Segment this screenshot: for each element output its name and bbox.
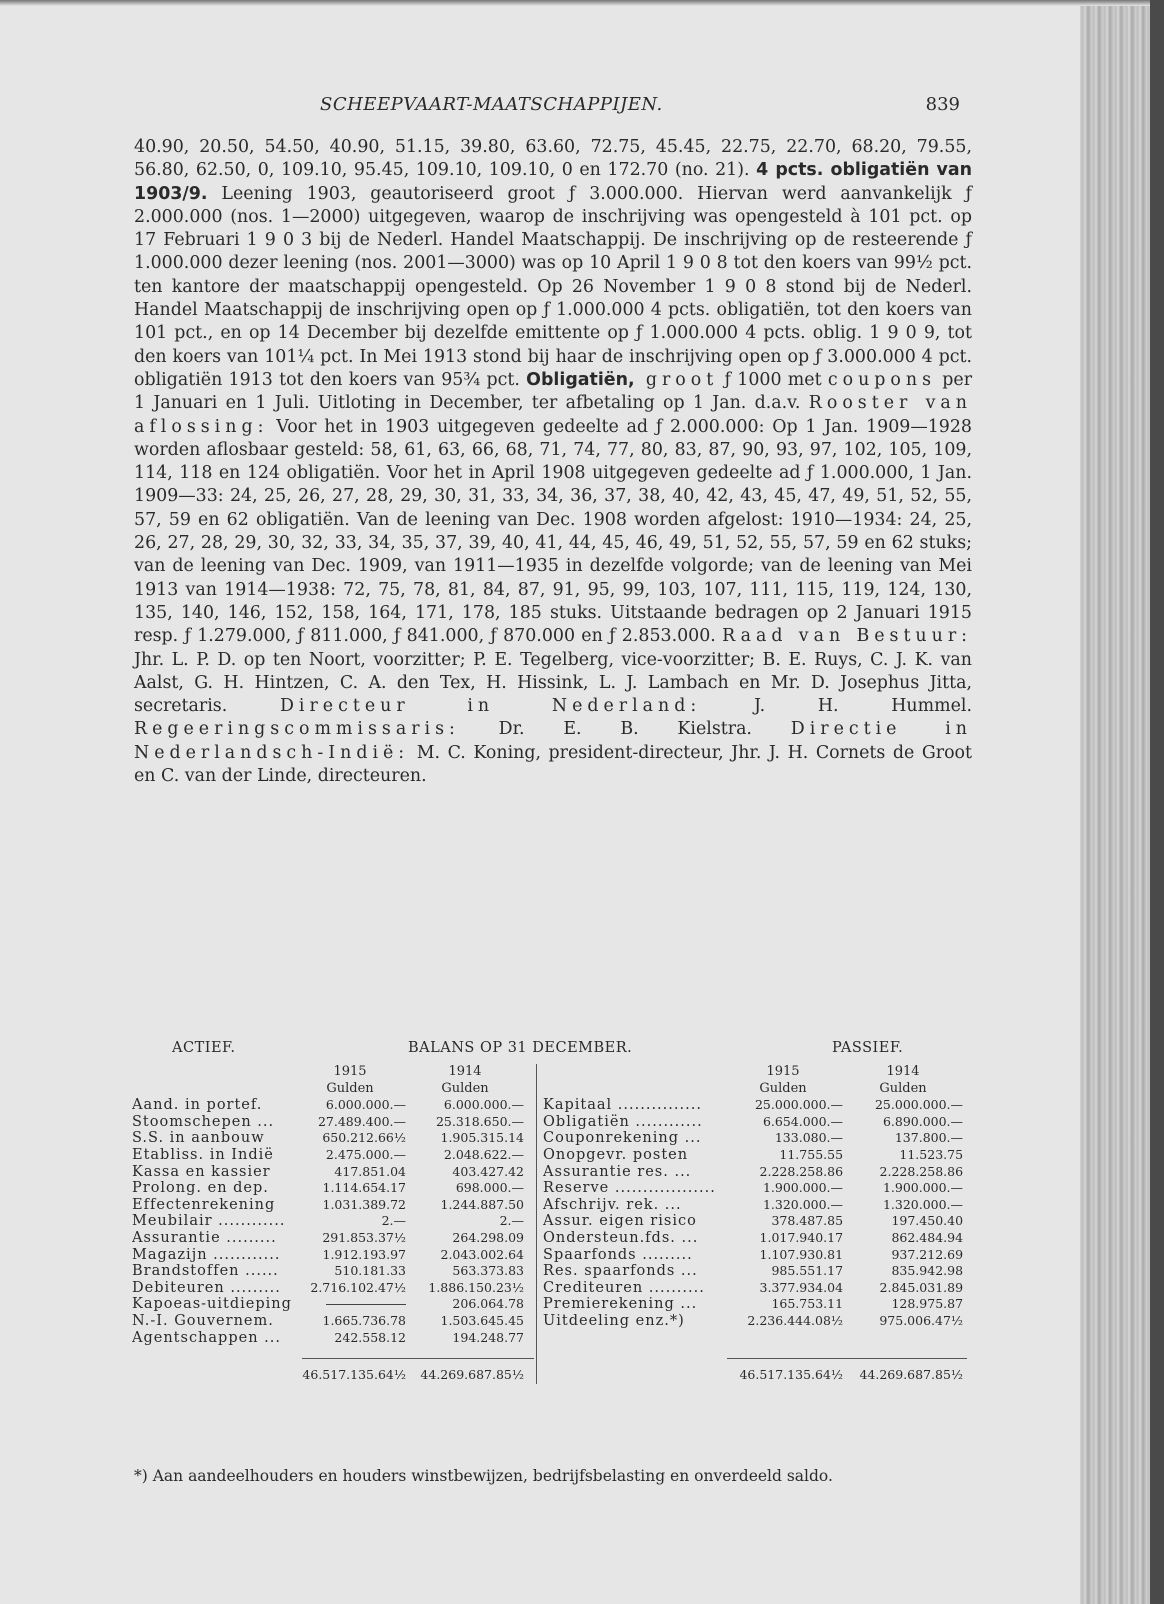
value-1915: 1.031.389.72 xyxy=(322,1196,406,1212)
table-row xyxy=(132,1130,536,1147)
col-unit: Gulden xyxy=(326,1080,374,1096)
value-1914: 563.373.83 xyxy=(452,1263,524,1279)
table-row xyxy=(132,1180,536,1197)
text-run: per 1 Januari en 1 Juli. Uitloting in December, ter afbetaling op 1 Jan. d.a.v. xyxy=(134,369,973,414)
value-1914: 2.— xyxy=(499,1213,524,1229)
value-1914: 403.427.42 xyxy=(452,1163,524,1179)
table-row xyxy=(543,1097,972,1114)
row-label: Meubilair ............ xyxy=(132,1213,286,1230)
row-label: Magazijn ............ xyxy=(132,1246,281,1263)
value-1915: 2.716.102.47½ xyxy=(310,1279,406,1295)
row-label: Kapitaal ............... xyxy=(543,1097,702,1114)
value-1914: 1.244.887.50 xyxy=(440,1196,524,1212)
value-1915: 2.228.258.86 xyxy=(759,1163,844,1179)
value-1914: 1.503.645.45 xyxy=(440,1312,524,1328)
table-row xyxy=(132,1313,536,1330)
balance-sheet xyxy=(132,1040,972,1384)
value-1914: 6.890.000.— xyxy=(882,1113,964,1129)
table-row xyxy=(543,1164,972,1181)
section-heading-obligatien: Obligatiën, xyxy=(526,369,635,390)
page-number: 839 xyxy=(925,94,960,115)
table-row xyxy=(543,1114,972,1131)
value-1915: 133.080.— xyxy=(774,1130,844,1146)
total-rule xyxy=(302,1358,534,1359)
row-label: Afschrijv. rek. ... xyxy=(543,1196,682,1213)
value-1914: 25.000.000.— xyxy=(874,1097,964,1113)
value-1914: 2.845.031.89 xyxy=(879,1279,964,1295)
value-1915: 2.475.000.— xyxy=(325,1146,406,1162)
value-1914: 194.248.77 xyxy=(452,1329,524,1345)
table-row xyxy=(132,1230,536,1247)
col-year-1914: 1914 xyxy=(448,1064,482,1079)
row-label: N.-I. Gouvernem. xyxy=(132,1312,274,1329)
value-1915: 650.212.66½ xyxy=(322,1130,406,1146)
col-unit: Gulden xyxy=(441,1080,489,1096)
row-label: Stoomschepen ... xyxy=(132,1113,275,1130)
value-1914: 2.228.258.86 xyxy=(879,1163,964,1179)
label-rooster: Rooster van aflossing: xyxy=(134,393,972,437)
value-1915: 3.377.934.04 xyxy=(759,1279,844,1295)
actief-total-1915: 46.517.135.64½ xyxy=(302,1367,406,1383)
actief-total-1914: 44.269.687.85½ xyxy=(420,1367,524,1383)
table-row xyxy=(132,1280,536,1297)
table-row xyxy=(132,1330,536,1347)
running-header xyxy=(120,94,960,120)
label-raad-van-bestuur: Raad van Bestuur: xyxy=(722,626,973,647)
row-label: Spaarfonds ......... xyxy=(543,1246,693,1263)
row-label: Debiteuren ......... xyxy=(132,1279,281,1296)
value-1915: 1.320.000.— xyxy=(762,1196,844,1212)
table-row xyxy=(543,1296,972,1313)
label-directie-indie: Directie in Nederlandsch-Indië: xyxy=(134,719,973,763)
row-label: S.S. in aanbouw xyxy=(132,1130,265,1147)
value-1915: 378.487.85 xyxy=(771,1213,844,1229)
text-run: Dr. E. B. Kielstra. xyxy=(459,719,791,740)
value-1914: 264.298.09 xyxy=(452,1229,524,1245)
value-1914: 137.800.— xyxy=(894,1130,964,1146)
row-label: Kapoeas-uitdieping xyxy=(132,1296,292,1313)
text-run: ƒ 1000 met xyxy=(718,369,828,390)
value-1915: 1.912.193.97 xyxy=(322,1246,406,1262)
row-label: Couponrekening ... xyxy=(543,1130,702,1147)
table-row xyxy=(543,1230,972,1247)
value-1915: 242.558.12 xyxy=(334,1329,406,1345)
text-run: 40.90, 20.50, 54.50, 40.90, 51.15, 39.80, 63.60, 72.75, 45.45, 22.75, 22.70, 68.20, 79.55, 56.80, 62.50, 0, 109.10, 95.45, 109.10, 109.10, 0 en 172.70 (no. 21). xyxy=(134,137,972,181)
table-row xyxy=(543,1313,972,1330)
table-row xyxy=(543,1263,972,1280)
value-1915: 6.654.000.— xyxy=(762,1113,844,1129)
table-row xyxy=(132,1263,536,1280)
row-label: Kassa en kassier xyxy=(132,1163,271,1180)
value-1915: 27.489.400.— xyxy=(317,1113,406,1129)
value-1915: 985.551.17 xyxy=(771,1263,844,1279)
value-1914: 206.064.78 xyxy=(452,1296,524,1312)
passief-title: PASSIEF. xyxy=(832,1040,904,1056)
row-label: Effectenrekening xyxy=(132,1196,276,1213)
row-label: Brandstoffen ...... xyxy=(132,1263,279,1280)
table-row xyxy=(543,1197,972,1214)
value-1915: 1.900.000.— xyxy=(762,1180,844,1196)
company-paragraph xyxy=(134,136,972,788)
value-1915: 510.181.33 xyxy=(334,1263,406,1279)
value-1914: 1.886.150.23½ xyxy=(428,1279,524,1295)
value-1915: 1.107.930.81 xyxy=(759,1246,844,1262)
row-label: Agentschappen ... xyxy=(132,1329,281,1346)
value-1915: 1.665.736.78 xyxy=(322,1312,406,1328)
table-row xyxy=(543,1147,972,1164)
row-label: Crediteuren .......... xyxy=(543,1279,705,1296)
text-run: Voor het in 1903 uitgegeven gedeelte ad ƒ 2.000.000: Op 1 Jan. 1909—1928 worden aflosbaar gesteld: 58, 61, 63, 66, 68, 71, 74, 77, 80, 83, 87, 90, 93, 97, 102, 105, 109, 114, 118 en 124 obligatiën. Voor het in April 1908 uitgegeven gedeelte ad ƒ 1.000.000, 1 Jan. 1909—33: 24, 25, 26, 27, 28, 29, 30, 31, 33, 34, 36, 37, 38, 40, 42, 43, 45, 47, 49, 51, 52, 55, 57, 59 en 62 obligatiën. Van de leening van Dec. 1908 worden afgelost: 1910—1934: 24, 25, 26, 27, 28, 29, 30, 32, 33, 34, 35, 37, 39, 40, 41, 44, 45, 46, 49, 51, 52, 55, 57, 59 en 62 stuks; van de leening van Dec. 1909, van 1911—1935 in dezelfde volgorde; van de leening van Mei 1913 van 1914—1938: 72, 75, 78, 81, 84, 87, 91, 95, 99, 103, 107, 111, 115, 119, 124, 130, 135, 140, 146, 152, 158, 164, 171, 178, 185 stuks. Uitstaande bedragen op 2 Januari 1915 resp. ƒ 1.279.000, ƒ 811.000, ƒ 841.000, ƒ 870.000 en ƒ 2.853.000. xyxy=(134,416,972,647)
book-cover-shade xyxy=(1150,0,1164,1604)
text-run: Jhr. L. P. D. op ten Noort, voorzitter; P. E. Tegelberg, vice-voorzitter; B. E. Ruys, C. J. K. van Aalst, G. H. Hintzen, C. A. den Tex, H. Hissink, L. J. Lambach en Mr. D. Josephus Jitta, secretaris. xyxy=(134,649,972,717)
table-row xyxy=(132,1296,536,1313)
value-1915: 1.017.940.17 xyxy=(759,1229,844,1245)
actief-title: ACTIEF. xyxy=(172,1040,236,1056)
value-1915: 11.755.55 xyxy=(779,1146,844,1162)
value-1915: 6.000.000.— xyxy=(325,1097,406,1113)
value-1914: 6.000.000.— xyxy=(443,1097,524,1113)
text-run: J. H. Hummel. xyxy=(701,696,972,717)
text-run: coupons xyxy=(827,369,936,390)
table-row xyxy=(543,1247,972,1264)
value-1914: 128.975.87 xyxy=(891,1296,964,1312)
value-1914: 11.523.75 xyxy=(899,1146,964,1162)
value-1915: 1.114.654.17 xyxy=(322,1180,406,1196)
table-row xyxy=(543,1280,972,1297)
col-year-1915: 1915 xyxy=(766,1064,800,1079)
text-run: M. C. Koning, president-directeur, Jhr. J. H. Cornets de Groot en C. van der Linde, directeuren. xyxy=(134,742,972,787)
value-1915 xyxy=(294,1296,406,1313)
value-1915: 25.000.000.— xyxy=(754,1097,844,1113)
value-1914: 2.043.002.64 xyxy=(440,1246,524,1262)
value-1914: 197.450.40 xyxy=(891,1213,964,1229)
passief-total-1915: 46.517.135.64½ xyxy=(739,1367,844,1383)
empty-dash xyxy=(326,1304,406,1305)
value-1915: 165.753.11 xyxy=(771,1296,844,1312)
col-unit: Gulden xyxy=(879,1080,927,1096)
table-row xyxy=(132,1147,536,1164)
row-label: Res. spaarfonds ... xyxy=(543,1263,698,1280)
running-title: SCHEEPVAART-MAATSCHAPPIJEN. xyxy=(320,94,663,115)
passief-total-1914: 44.269.687.85½ xyxy=(859,1367,964,1383)
value-1914: 2.048.622.— xyxy=(443,1146,524,1162)
balance-header xyxy=(132,1040,972,1064)
text-run: Leening 1903, geautoriseerd groot ƒ 3.000.000. Hiervan werd aanvankelijk ƒ 2.000.000 (nos. 1—2000) uitgegeven, waarop de inschrijving was opengesteld à 101 pct. op 17 Februari 1 9 0 3 bij de Nederl. Handel Maatschappij. De inschrijving op de resteerende ƒ 1.000.000 dezer leening (nos. 2001—3000) was op 10 April 1 9 0 8 tot den koers van 99½ pct. ten kantore der maatschappij opengesteld. Op 26 November 1 9 0 8 stond bij de Nederl. Handel Maatschappij de inschrijving open op ƒ 1.000.000 4 pcts. obligatiën, tot den koers van 101 pct., en op 14 December bij dezelfde emittente op ƒ 1.000.000 4 pcts. oblig. 1 9 0 9, tot den koers van 101¼ pct. In Mei 1913 stond bij haar de inschrijving open op ƒ 3.000.000 4 pct. obligatiën 1913 tot den koers van 95¾ pct. xyxy=(134,183,972,390)
row-label: Ondersteun.fds. ... xyxy=(543,1229,699,1246)
row-label: Reserve .................. xyxy=(543,1180,716,1197)
col-year-1915: 1915 xyxy=(333,1064,367,1079)
value-1915: 2.— xyxy=(381,1213,406,1229)
row-label: Assurantie ......... xyxy=(132,1229,277,1246)
actief-table xyxy=(132,1064,536,1384)
table-row xyxy=(132,1097,536,1114)
table-row xyxy=(132,1247,536,1264)
row-label: Obligatiën ............ xyxy=(543,1113,703,1130)
table-row xyxy=(543,1130,972,1147)
balance-title: BALANS OP 31 DECEMBER. xyxy=(408,1040,633,1056)
row-label: Aand. in portef. xyxy=(132,1097,263,1114)
text-run: groot xyxy=(634,369,719,390)
table-row xyxy=(543,1180,972,1197)
value-1915: 2.236.444.08½ xyxy=(747,1312,844,1328)
section-heading-bonds: 4 pcts. obligatiën van 1903/9. xyxy=(134,160,973,204)
table-row xyxy=(132,1213,536,1230)
row-label: Etabliss. in Indië xyxy=(132,1146,274,1163)
row-label: Assur. eigen risico xyxy=(543,1213,697,1230)
value-1914: 937.212.69 xyxy=(891,1246,964,1262)
value-1914: 862.484.94 xyxy=(891,1229,964,1245)
row-label: Premierekening ... xyxy=(543,1296,698,1313)
table-row xyxy=(132,1164,536,1181)
page-edges xyxy=(1080,6,1150,1604)
row-label: Uitdeeling enz.*) xyxy=(543,1312,685,1329)
total-rule xyxy=(727,1358,967,1359)
table-row xyxy=(132,1197,536,1214)
value-1914: 25.318.650.— xyxy=(435,1113,524,1129)
value-1914: 1.905.315.14 xyxy=(440,1130,524,1146)
col-year-1914: 1914 xyxy=(886,1064,920,1079)
row-label: Assurantie res. ... xyxy=(543,1163,692,1180)
col-unit: Gulden xyxy=(759,1080,807,1096)
footnote: *) Aan aandeelhouders en houders winstbewijzen, bedrijfsbelasting en onverdeeld saldo. xyxy=(134,1467,833,1485)
value-1914: 835.942.98 xyxy=(891,1263,964,1279)
body-text xyxy=(134,136,972,788)
value-1915: 291.853.37½ xyxy=(322,1229,406,1245)
value-1914: 1.900.000.— xyxy=(882,1180,964,1196)
value-1914: 698.000.— xyxy=(455,1180,524,1196)
label-directeur-nederland: Directeur in Nederland: xyxy=(279,696,702,717)
value-1915: 417.851.04 xyxy=(334,1163,406,1179)
passief-table xyxy=(536,1064,972,1384)
label-regeeringscommissaris: Regeeringscommissaris: xyxy=(134,719,460,740)
page-top-shadow xyxy=(0,0,1164,6)
row-label: Prolong. en dep. xyxy=(132,1180,269,1197)
value-1914: 975.006.47½ xyxy=(879,1312,964,1328)
table-row xyxy=(543,1213,972,1230)
row-label: Onopgevr. posten xyxy=(543,1146,689,1163)
table-row xyxy=(132,1114,536,1131)
value-1914: 1.320.000.— xyxy=(882,1196,964,1212)
